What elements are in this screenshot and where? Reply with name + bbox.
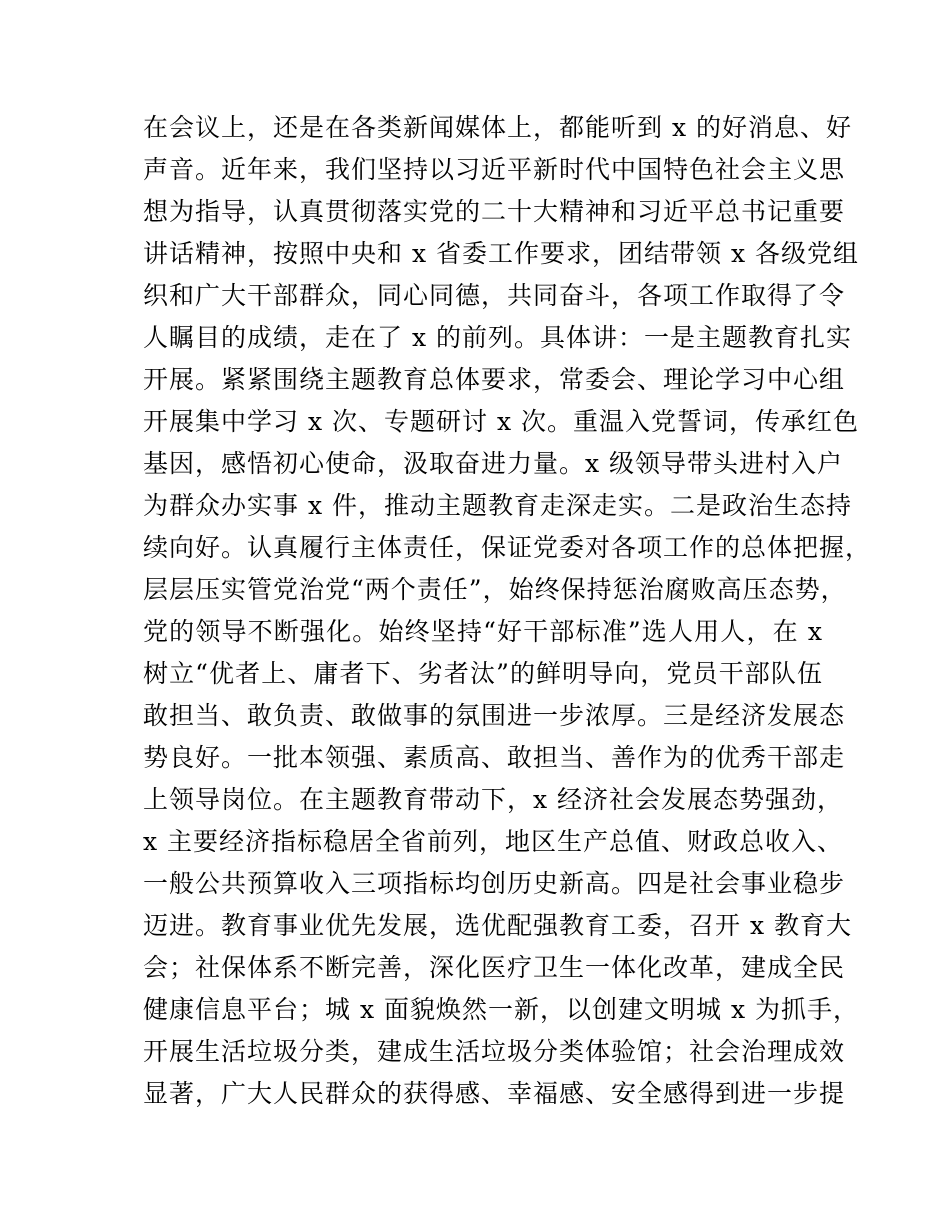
text-line-3: 想为指导，认真贯彻落实党的二十大精神和习近平总书记重要 bbox=[143, 197, 846, 226]
body-paragraph bbox=[143, 107, 872, 1115]
text-line-2: 声音。近年来，我们坚持以习近平新时代中国特色社会主义思 bbox=[143, 155, 846, 184]
text-line-21: 会；社保体系不断完善，深化医疗卫生一体化改革，建成全民 bbox=[143, 953, 846, 982]
text-line-9: 基因，感悟初心使命，汲取奋进力量。x 级领导带头进村入户 bbox=[143, 449, 844, 478]
text-line-15: 敢担当、敢负责、敢做事的氛围进一步浓厚。三是经济发展态 bbox=[143, 701, 846, 730]
text-line-14: 树立“优者上、庸者下、劣者汰”的鲜明导向，党员干部队伍 bbox=[143, 659, 823, 688]
text-line-19: 一般公共预算收入三项指标均创历史新高。四是社会事业稳步 bbox=[143, 869, 846, 898]
text-line-7: 开展。紧紧围绕主题教育总体要求，常委会、理论学习中心组 bbox=[143, 365, 846, 394]
text-line-20: 迈进。教育事业优先发展，选优配强教育工委，召开 x 教育大 bbox=[143, 911, 852, 940]
text-line-10: 为群众办实事 x 件，推动主题教育走深走实。二是政治生态持 bbox=[143, 491, 852, 520]
text-line-18: x 主要经济指标稳居全省前列，地区生产总值、财政总收入、 bbox=[143, 827, 844, 856]
text-line-23: 开展生活垃圾分类，建成生活垃圾分类体验馆；社会治理成效 bbox=[143, 1037, 846, 1066]
text-line-4: 讲话精神，按照中央和 x 省委工作要求，团结带领 x 各级党组 bbox=[143, 239, 859, 268]
text-line-24: 显著，广大人民群众的获得感、幸福感、安全感得到进一步提 bbox=[143, 1079, 846, 1108]
text-line-12: 层层压实管党治党“两个责任”，始终保持惩治腐败高压态势， bbox=[143, 575, 847, 604]
text-line-13: 党的领导不断强化。始终坚持“好干部标准”选人用人，在 x bbox=[143, 617, 823, 646]
text-line-16: 势良好。一批本领强、素质高、敢担当、善作为的优秀干部走 bbox=[143, 743, 846, 772]
text-line-11: 续向好。认真履行主体责任，保证党委对各项工作的总体把握， bbox=[143, 533, 872, 562]
text-line-8: 开展集中学习 x 次、专题研讨 x 次。重温入党誓词，传承红色 bbox=[143, 407, 859, 436]
text-line-6: 人瞩目的成绩，走在了 x 的前列。具体讲：一是主题教育扎实 bbox=[143, 323, 852, 352]
text-line-5: 织和广大干部群众，同心同德，共同奋斗，各项工作取得了令 bbox=[143, 281, 846, 310]
text-line-1: 在会议上，还是在各类新闻媒体上，都能听到 x 的好消息、好 bbox=[143, 113, 852, 142]
text-line-17: 上领导岗位。在主题教育带动下，x 经济社会发展态势强劲， bbox=[143, 785, 844, 814]
text-line-22: 健康信息平台；城 x 面貌焕然一新，以创建文明城 x 为抓手， bbox=[143, 995, 859, 1024]
